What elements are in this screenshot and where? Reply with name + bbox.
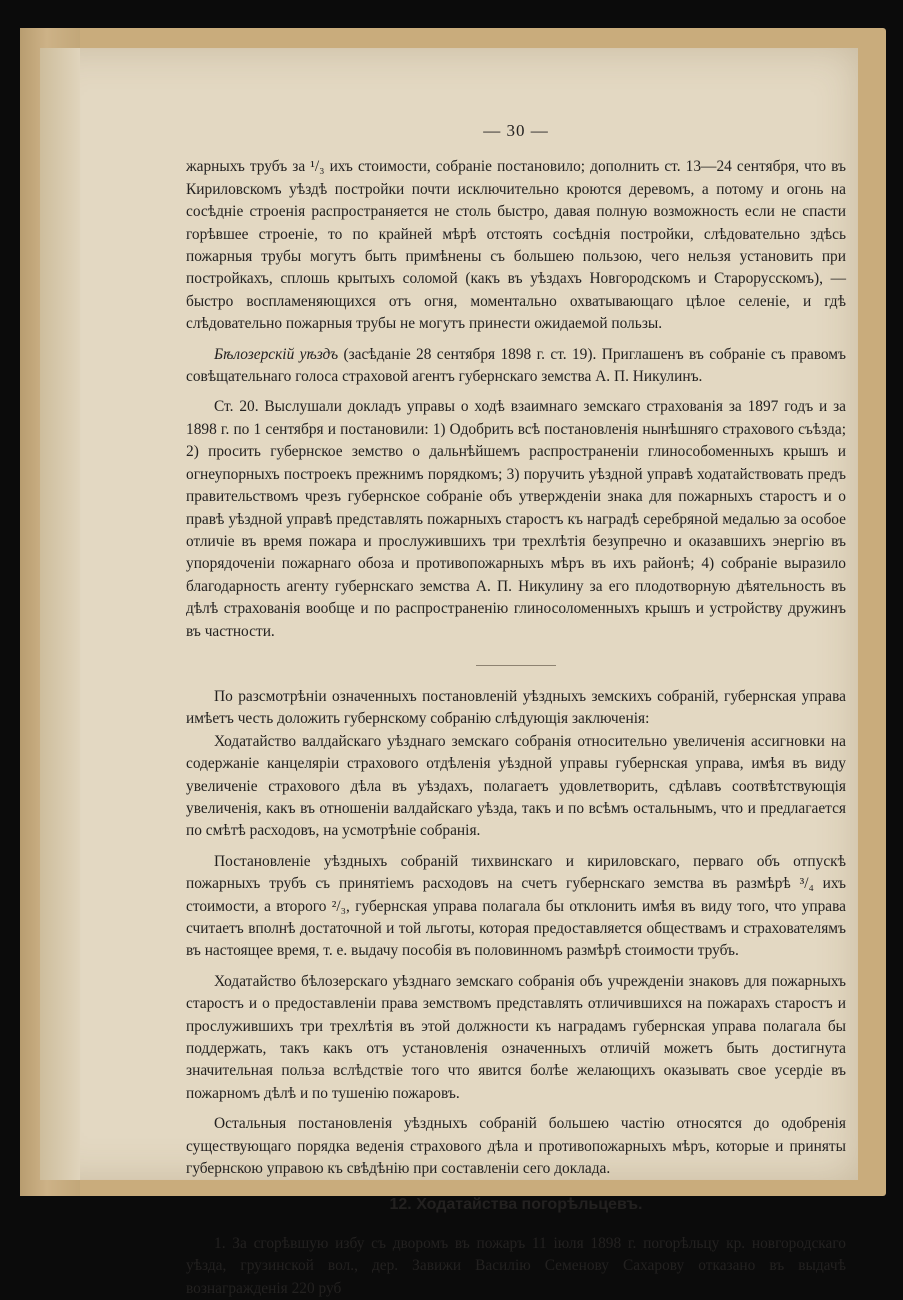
paragraph-belozersk-petition: Ходатайство бѣлозерскаго уѣзднаго земскаго собранія объ учрежденіи знаковъ для пожарныхъ старостъ и о предоставленіи права земствомъ представлять отличившихся на пожарахъ старостъ и прослужившихъ три трехлѣтія въ этой должности къ наградамъ губернская управа полагала бы поддержать, такъ какъ отъ установленія означенныхъ отличій можетъ быть достигнута значительная польза вслѣдствіе того что явится болѣе желающихъ оказывать свое усердіе въ пожарномъ дѣлѣ и по тушенію пожаровъ. bbox=[186, 972, 846, 1102]
paragraph-petition-1: 1. За сгорѣвшую избу съ дворомъ въ пожаръ 11 іюля 1898 г. погорѣльцу кр. новгородскаго уѣзда, грузинской вол., дер. Завижи Василію Семенову Сахарову отказано въ выдачѣ вознагражденія 220 руб bbox=[186, 1234, 846, 1297]
paragraph-conclusions-intro: По разсмотрѣніи означенныхъ постановленій уѣздныхъ земскихъ собраній, губернская управа имѣетъ честь доложить губернскому собранію слѣдующія заключенія: bbox=[186, 687, 846, 728]
belozersk-text: (засѣданіе 28 сентября 1898 г. ст. 19). Приглашенъ въ собраніе съ правомъ совѣщательнаго голоса страховой агентъ губернскаго земства А. П. Никулинъ. bbox=[186, 345, 846, 386]
section-divider bbox=[476, 665, 556, 666]
page-number: — 30 — bbox=[483, 121, 549, 140]
belozersk-heading: Бѣлозерскій уѣздъ bbox=[214, 345, 339, 363]
paragraph-remaining-resolutions: Остальныя постановленія уѣздныхъ собраній большею частію относятся до одобренія существующаго порядка веденія страхового дѣла и противопожарныхъ мѣръ, которые и приняты губернскою управою къ свѣдѣнію при составленіи сего доклада. bbox=[186, 1115, 846, 1178]
paragraph-valdai: Ходатайство валдайскаго уѣзднаго земскаго собранія относительно увеличенія ассигновки на содержаніе канцеляріи страхового отдѣленія уѣздной управы губернская управа, имѣя въ виду увеличеніе страхового дѣла въ уѣздахъ, полагаетъ удовлетворить, сдѣлавъ соотвѣтствующія увеличенія, какъ въ отношеніи валдайскаго уѣзда, такъ и по всѣмъ остальнымъ, что и предлагается по смѣтѣ расходовъ, на усмотрѣніе собранія. bbox=[186, 732, 846, 840]
paragraph-belozersk bbox=[186, 344, 846, 389]
section-title: 12. Ходатайства погорѣльцевъ. bbox=[389, 1196, 643, 1214]
page-text-block bbox=[186, 120, 846, 1300]
paragraph-tikhvin-kirilov: Постановленіе уѣздныхъ собраній тихвинскаго и кириловскаго, перваго объ отпускѣ пожарныхъ трубъ съ принятіемъ расходовъ на счетъ губернскаго земства въ размѣрѣ ³/₄ ихъ стоимости, а второго ²/₃, губернская управа полагала бы отклонить имѣя въ виду того, что управа считаетъ вполнѣ достаточной и той льготы, которая предоставляется обществамъ и страхователямъ въ настоящее время, т. е. выдачу пособія въ половинномъ размѣрѣ стоимости трубъ. bbox=[186, 852, 846, 960]
page-gutter-shadow bbox=[40, 48, 80, 1180]
paragraph-fire-pumps: жарныхъ трубъ за ¹/₃ ихъ стоимости, собраніе постановило; дополнить ст. 13—24 сентября, что въ Кириловскомъ уѣздѣ постройки почти исключительно кроются деревомъ, а потому и огонь на сосѣдніе строенія распространяется не столь быстро, давая полную возможность если не спасти горѣвшее строеніе, то по крайней мѣрѣ отстоять сосѣднія постройки, слѣдовательно здѣсь пожарныя трубы могутъ быть примѣнены съ большею пользою, чего нельзя установить при постройкахъ, сплошь крытыхъ соломой (какъ въ уѣздахъ Новгородскомъ и Старорусскомъ), —быстро воспламеняющихся отъ огня, моментально охватывающаго цѣлое селеніе, и гдѣ слѣдовательно пожарныя трубы не могутъ принести ожидаемой пользы. bbox=[186, 158, 846, 333]
paragraph-st20: Ст. 20. Выслушали докладъ управы о ходѣ взаимнаго земскаго страхованія за 1897 годъ и за 1898 г. по 1 сентября и постановили: 1) Одобрить всѣ постановленія нынѣшняго страхового съѣзда; 2) просить губернское земство о дальнѣйшемъ распространеніи глинособоменныхъ крышъ и огнеупорныхъ построекъ прежнимъ порядкомъ; 3) поручить уѣздной управѣ ходатайствовать предъ правительствомъ чрезъ губернское собраніе объ утвержденіи знака для пожарныхъ старостъ и о правѣ уѣздной управѣ представлять пожарныхъ старостъ къ наградѣ серебряной медалью за особое отличіе въ время пожара и прослужившихъ три трехлѣтія безупречно и оказавшихъ энергію въ упорядоченіи пожарнаго обоза и противопожарныхъ мѣръ въ ихъ районѣ; 4) собраніе выразило благодарность агенту губернскаго земства А. П. Никулину за его плодотворную дѣятельность въ дѣлѣ страхованія вообще и по распространенію глиносоломенныхъ крышъ и устройству дружинъ въ частности. bbox=[186, 398, 846, 640]
